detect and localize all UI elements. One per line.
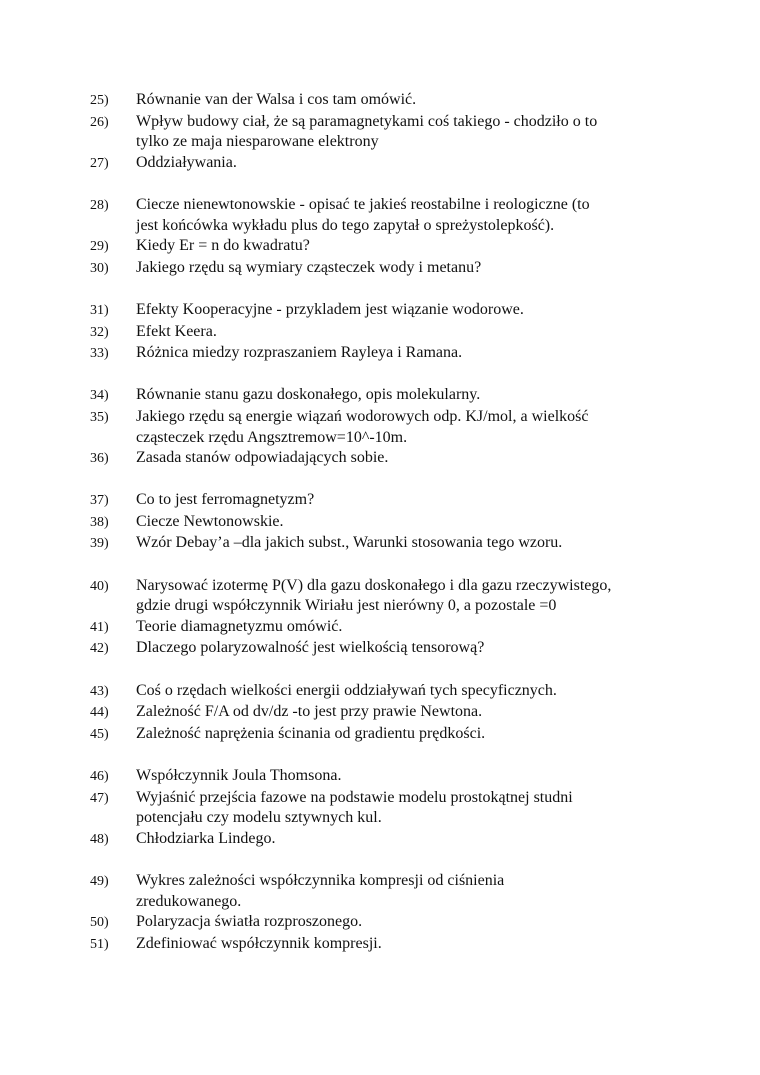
item-number: 37)	[90, 493, 109, 509]
item-number: 32)	[90, 324, 109, 340]
item-text	[136, 724, 680, 745]
list-item	[90, 871, 680, 912]
item-text-line: Wzór Debay’a –dla jakich subst., Warunki stosowania tego wzoru.	[136, 534, 563, 552]
item-text-line: gdzie drugi współczynnik Wiriału jest nierówny 0, a pozostale =0	[136, 597, 557, 615]
item-text	[136, 934, 680, 955]
list-item	[90, 236, 680, 258]
item-text	[136, 702, 680, 723]
item-text	[136, 195, 680, 236]
item-number: 40)	[90, 578, 109, 594]
item-text-line: Zależność F/A od dv/dz -to jest przy prawie Newtona.	[136, 703, 483, 721]
item-text	[136, 236, 680, 257]
item-text	[136, 576, 680, 617]
item-number: 29)	[90, 239, 109, 255]
item-text	[136, 617, 680, 638]
item-text	[136, 490, 680, 511]
item-number: 44)	[90, 705, 109, 721]
item-number: 41)	[90, 619, 109, 635]
list-item	[90, 766, 680, 788]
list-item	[90, 195, 680, 236]
item-number: 43)	[90, 683, 109, 699]
item-text	[136, 322, 680, 343]
paragraph-gap	[90, 850, 680, 871]
item-text-line: Oddziaływania.	[136, 153, 237, 171]
item-text-line: Różnica miedzy rozpraszaniem Rayleya i Ramana.	[136, 344, 463, 362]
list-item	[90, 448, 680, 470]
item-text	[136, 829, 680, 850]
item-text	[136, 90, 680, 111]
list-item	[90, 912, 680, 934]
item-text	[136, 448, 680, 469]
paragraph-gap	[90, 555, 680, 576]
item-text	[136, 112, 680, 153]
list-item	[90, 153, 680, 175]
item-number: 35)	[90, 409, 109, 425]
item-number: 49)	[90, 873, 109, 889]
item-text-line: Co to jest ferromagnetyzm?	[136, 491, 315, 509]
item-text-line: Współczynnik Joula Thomsona.	[136, 767, 342, 784]
item-text-line: Wyjaśnić przejścia fazowe na podstawie modelu prostokątnej studni	[136, 788, 573, 806]
paragraph-gap	[90, 745, 680, 766]
item-text-line: Chłodziarka Lindego.	[136, 829, 276, 847]
list-item	[90, 90, 680, 112]
item-text-line: Kiedy Er = n do kwadratu?	[136, 237, 310, 255]
item-number: 27)	[90, 155, 109, 171]
item-number: 34)	[90, 388, 109, 404]
item-text-line: Efekt Keera.	[136, 322, 217, 340]
item-text-line: Ciecze Newtonowskie.	[136, 512, 284, 530]
item-text	[136, 300, 680, 321]
item-text-line: Jakiego rzędu są wymiary cząsteczek wody i metanu?	[136, 258, 482, 276]
item-number: 45)	[90, 726, 109, 742]
list-item	[90, 300, 680, 322]
item-text	[136, 912, 680, 933]
item-text	[136, 343, 680, 364]
item-text	[136, 153, 680, 174]
item-text	[136, 766, 680, 787]
item-text-line: Teorie diamagnetyzmu omówić.	[136, 617, 343, 635]
item-text-line: tylko ze maja niesparowane elektrony	[136, 133, 379, 151]
item-text-line: Ciecze nienewtonowskie - opisać te jakieś reostabilne i reologiczne (to	[136, 195, 590, 213]
list-item	[90, 681, 680, 703]
item-text-line: Równanie van der Walsa i cos tam omówić.	[136, 91, 417, 108]
item-number: 46)	[90, 769, 109, 784]
item-text	[136, 788, 680, 829]
item-text	[136, 407, 680, 448]
item-number: 47)	[90, 790, 109, 806]
item-text	[136, 681, 680, 702]
list-item	[90, 343, 680, 365]
item-text-line: Coś o rzędach wielkości energii oddziaływań tych specyficznych.	[136, 681, 557, 699]
item-text	[136, 871, 680, 912]
paragraph-gap	[90, 174, 680, 195]
item-text-line: Efekty Kooperacyjne - przykladem jest wiązanie wodorowe.	[136, 300, 524, 318]
item-number: 28)	[90, 197, 109, 213]
item-text-line: Jakiego rzędu są energie wiązań wodorowych odp. KJ/mol, a wielkość	[136, 407, 589, 425]
item-text-line: Zdefiniować współczynnik kompresji.	[136, 934, 382, 952]
list-item	[90, 702, 680, 724]
item-text-line: Zależność naprężenia ścinania od gradientu prędkości.	[136, 724, 486, 742]
list-item	[90, 258, 680, 280]
item-text	[136, 385, 680, 406]
paragraph-gap	[90, 365, 680, 386]
list-item	[90, 385, 680, 407]
list-item	[90, 490, 680, 512]
list-item	[90, 638, 680, 660]
item-text-line: cząsteczek rzędu Angsztremow=10^-10m.	[136, 428, 408, 446]
item-number: 38)	[90, 514, 109, 530]
item-number: 31)	[90, 302, 109, 318]
list-item	[90, 788, 680, 829]
item-text-line: potencjału czy modelu sztywnych kul.	[136, 809, 382, 827]
item-text	[136, 638, 680, 659]
question-list	[90, 90, 680, 955]
list-item	[90, 724, 680, 746]
item-text	[136, 533, 680, 554]
item-text-line: Wpływ budowy ciał, że są paramagnetykami coś takiego - chodziło o to	[136, 112, 598, 130]
list-item	[90, 829, 680, 851]
item-text-line: Polaryzacja światła rozproszonego.	[136, 913, 363, 931]
item-text	[136, 258, 680, 279]
item-number: 39)	[90, 536, 109, 552]
item-number: 48)	[90, 831, 109, 847]
list-item	[90, 617, 680, 639]
item-text	[136, 512, 680, 533]
list-item	[90, 407, 680, 448]
list-item	[90, 934, 680, 956]
item-number: 36)	[90, 451, 109, 467]
item-text-line: Wykres zależności współczynnika kompresji od ciśnienia	[136, 871, 505, 889]
item-text-line: Dlaczego polaryzowalność jest wielkością tensorową?	[136, 639, 485, 657]
item-text-line: Zasada stanów odpowiadających sobie.	[136, 449, 389, 467]
paragraph-gap	[90, 660, 680, 681]
list-item	[90, 533, 680, 555]
item-text-line: zredukowanego.	[136, 892, 242, 910]
item-number: 51)	[90, 936, 109, 952]
item-number: 26)	[90, 114, 109, 130]
item-number: 25)	[90, 93, 109, 108]
list-item	[90, 112, 680, 153]
list-item	[90, 322, 680, 344]
item-number: 42)	[90, 641, 109, 657]
item-text-line: jest końcówka wykładu plus do tego zapytał o spreżystolepkość).	[136, 216, 555, 234]
item-number: 30)	[90, 260, 109, 276]
item-text-line: Równanie stanu gazu doskonałego, opis molekularny.	[136, 386, 481, 404]
item-number: 33)	[90, 346, 109, 362]
paragraph-gap	[90, 470, 680, 491]
item-number: 50)	[90, 915, 109, 931]
paragraph-gap	[90, 279, 680, 300]
list-item	[90, 512, 680, 534]
item-text-line: Narysować izotermę P(V) dla gazu doskonałego i dla gazu rzeczywistego,	[136, 576, 612, 594]
list-item	[90, 576, 680, 617]
